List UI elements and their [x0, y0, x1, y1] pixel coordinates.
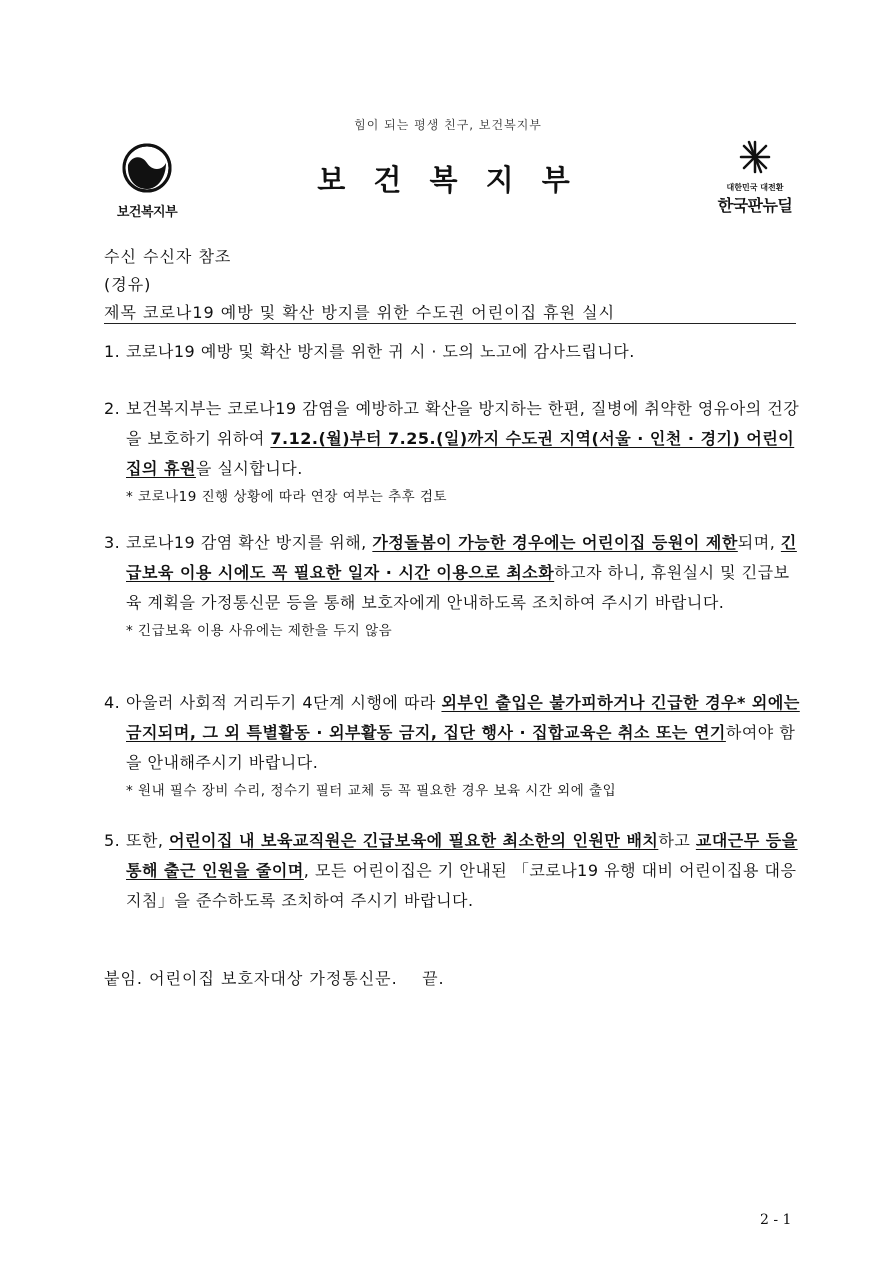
paragraph-text: 또한,: [126, 831, 170, 850]
paragraph-text: 보건복지부는 코로나19 감염을 예방하고 확산을 방지하는 한편, 질병에 취약한 영유아의 건강을 보호하기 위하여: [126, 399, 800, 448]
paragraph-text: 코로나19 감염 확산 방지를 위해,: [126, 533, 373, 552]
new-deal-label: 한국판뉴딜: [717, 196, 793, 215]
paragraph-text: 을 실시합니다.: [195, 459, 303, 478]
paragraph-text: 하여야 함을 안내해주시기 바랍니다.: [126, 723, 796, 772]
page-title: 보 건 복 지 부: [317, 163, 579, 197]
paragraph-number: 4.: [104, 693, 121, 712]
footnote: * 긴급보육 이용 사유에는 제한을 두지 않음: [126, 623, 393, 639]
paragraph-text: 코로나19 예방 및 확산 방지를 위한 귀 시 · 도의 노고에 감사드립니다.: [126, 342, 635, 361]
footnote: * 코로나19 진행 상황에 따라 연장 여부는 추후 검토: [126, 489, 448, 505]
paragraph-2: [104, 394, 804, 510]
highlighted-text: 가정돌봄이 가능한 경우에는 어린이집 등원이 제한: [372, 533, 738, 552]
new-deal-emblem-icon: [735, 138, 775, 176]
new-deal-logo: [712, 138, 798, 216]
paragraph-number: 2.: [104, 399, 121, 418]
paragraph-number: 5.: [104, 831, 121, 850]
paragraph-4: [104, 688, 804, 804]
paragraph-text: , 모든 어린이집은 기 안내된 「코로나19 유행 대비 어린이집용 대응지침」을 준수하도록 조치하여 주시기 바랍니다.: [126, 861, 797, 910]
subject-line: 제목 코로나19 예방 및 확산 방지를 위한 수도권 어린이집 휴원 실시: [104, 303, 616, 322]
paragraph-number: 1.: [104, 342, 121, 361]
paragraph-3: [104, 528, 804, 644]
slogan: 힘이 되는 평생 친구, 보건복지부: [354, 118, 542, 132]
paragraph-text: 아울러 사회적 거리두기 4단계 시행에 따라: [126, 693, 442, 712]
ministry-logo-label: 보건복지부: [116, 205, 178, 220]
highlighted-text: 외부인 출입은 불가피하거나 긴급한 경우* 외에는 금지되며, 그 외 특별활동 · 외부활동 금지, 집단 행사 · 집합교육은 취소 또는 연기: [126, 693, 800, 742]
attachment-line: 붙임. 어린이집 보호자대상 가정통신문. 끝.: [104, 969, 445, 988]
via-line: (경유): [104, 275, 152, 294]
footnote: * 원내 필수 장비 수리, 정수기 필터 교체 등 꼭 필요한 경우 보육 시간 외에 출입: [126, 783, 617, 799]
new-deal-slogan: 대한민국 대전환: [726, 183, 784, 192]
paragraph-text: 하고자 하니, 휴원실시 및 긴급보육 계획을 가정통신문 등을 통해 보호자에게 안내하도록 조치하여 주시기 바랍니다.: [126, 563, 790, 612]
paragraph-number: 3.: [104, 533, 121, 552]
paragraph-text: 되며,: [737, 533, 781, 552]
highlighted-text: 7.12.(월)부터 7.25.(일)까지 수도권 지역(서울 · 인천 · 경기) 어린이집의 휴원: [126, 429, 795, 478]
highlighted-text: 교대근무 등을 통해 출근 인원을 줄이며: [126, 831, 798, 880]
paragraph-5: [104, 826, 804, 916]
recipient-line: 수신 수신자 참조: [104, 247, 232, 266]
page-number: 2 - 1: [760, 1212, 792, 1228]
highlighted-text: 어린이집 내 보육교직원은 긴급보육에 필요한 최소한의 인원만 배치: [169, 831, 659, 850]
paragraph-1: [104, 337, 804, 367]
highlighted-text: 긴급보육 이용 시에도 꼭 필요한 일자 · 시간 이용으로 최소화: [126, 533, 797, 582]
paragraph-text: 하고: [658, 831, 696, 850]
subject-divider: [104, 323, 796, 324]
